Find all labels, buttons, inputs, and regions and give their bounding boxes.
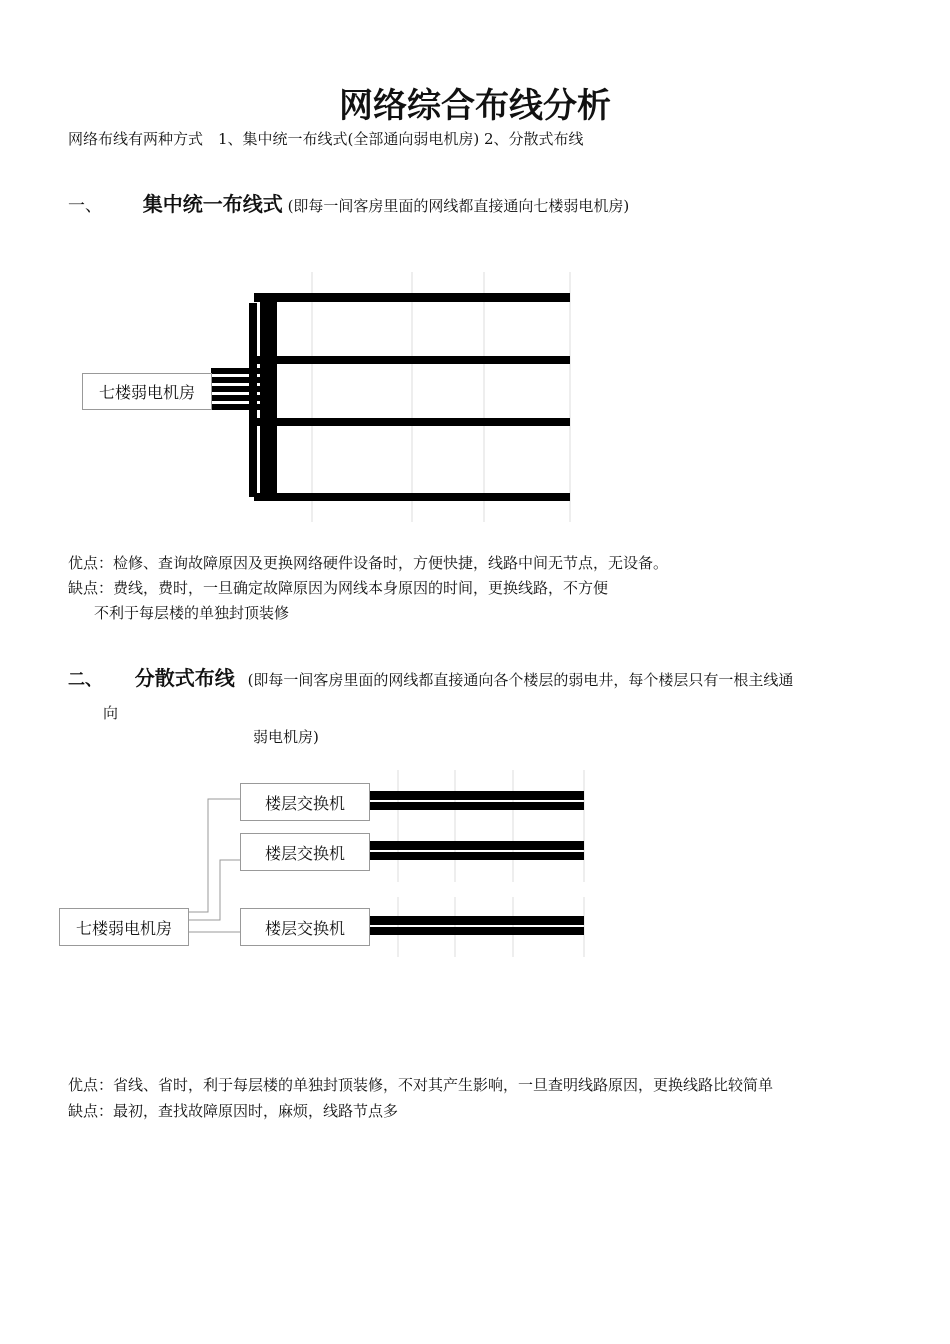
- document-title: 网络综合布线分析: [339, 86, 611, 126]
- floor-switch-box: 楼层交换机: [240, 908, 370, 946]
- section1-pros: 优点：检修、查询故障原因及更换网络硬件设备时，方便快捷，线路中间无节点，无设备。: [68, 554, 669, 572]
- section1-cons-continued: 不利于每层楼的单独封顶装修: [94, 604, 290, 622]
- intro-text: 网络布线有两种方式 1、集中统一布线式(全部通向弱电机房) 2、分散式布线: [68, 130, 584, 148]
- machine-room-box: 七楼弱电机房: [82, 373, 212, 410]
- diagram2-floor-cables: [370, 791, 584, 935]
- section2-number: 二、: [68, 670, 102, 690]
- diagram2-connectors: [188, 799, 240, 932]
- section1-title: 集中统一布线式: [142, 192, 283, 216]
- section1-number: 一、: [68, 196, 102, 216]
- section2-cons: 缺点：最初，查找故障原因时，麻烦，线路节点多: [68, 1102, 399, 1120]
- floor-switch-box: 楼层交换机: [240, 833, 370, 871]
- section1-cons: 缺点：费线，费时，一旦确定故障原因为网线本身原因的时间，更换线路，不方便: [68, 579, 609, 597]
- section2-note-end: 弱电机房): [253, 728, 319, 746]
- section2-note: (即每一间客房里面的网线都直接通向各个楼层的弱电井，每个楼层只有一根主线通: [247, 671, 794, 689]
- section2-pros: 优点：省线、省时，利于每层楼的单独封顶装修，不对其产生影响，一旦查明线路原因，更换线路比较简单: [68, 1076, 774, 1094]
- diagram1-grid-lines: [312, 272, 570, 522]
- section1-note: (即每一间客房里面的网线都直接通向七楼弱电机房): [287, 197, 630, 215]
- section2-heading: [68, 662, 793, 691]
- machine-room-box: 七楼弱电机房: [59, 908, 189, 946]
- section2-note-cont: 向: [103, 704, 119, 722]
- section2-title: 分散式布线: [134, 666, 235, 690]
- floor-switch-box: 楼层交换机: [240, 783, 370, 821]
